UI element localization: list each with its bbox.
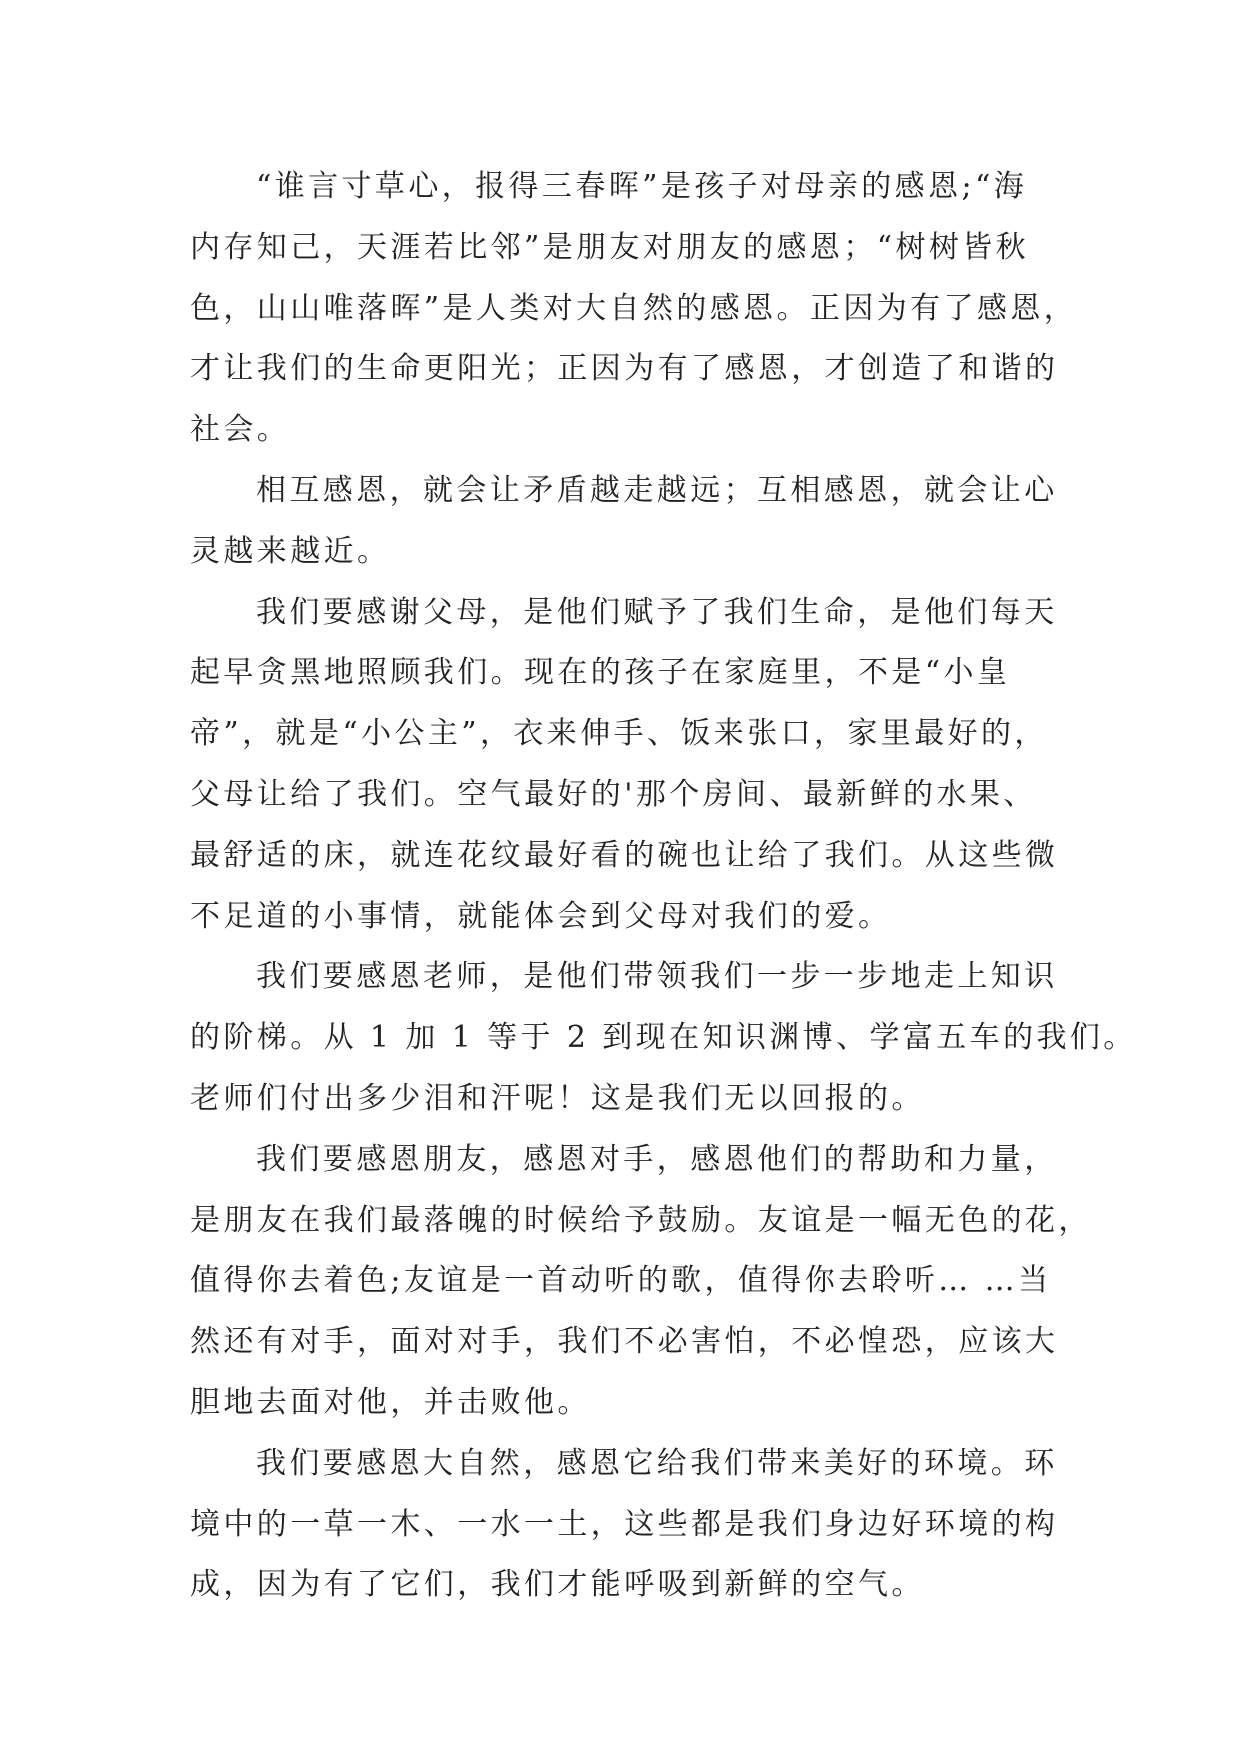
text-line: 我们要感恩朋友，感恩对手，感恩他们的帮助和力量， <box>256 1141 1058 1177</box>
text-line: 相互感恩，就会让矛盾越走越远；互相感恩，就会让心 <box>256 472 1058 508</box>
text-line: 灵越来越近。 <box>190 533 391 569</box>
document-body <box>190 157 1137 1616</box>
text-line: 色，山山唯落晖”是人类对大自然的感恩。正因为有了感恩， <box>190 290 1078 326</box>
text-line: 社会。 <box>190 412 291 448</box>
paragraph <box>190 157 1078 461</box>
text-line: 帝”，就是“小公主”，衣来伸手、饭来张口，家里最好的， <box>190 716 1048 752</box>
text-line: 不足道的小事情，就能体会到父母对我们的爱。 <box>190 898 892 934</box>
paragraph <box>190 1434 1059 1616</box>
text-line: 父母让给了我们。空气最好的'那个房间、最新鲜的水果、 <box>190 776 1037 812</box>
text-line: 境中的一草一木、一水一土，这些都是我们身边好环境的构 <box>190 1506 1059 1542</box>
text-line: 最舒适的床，就连花纹最好看的碗也让给了我们。从这些微 <box>190 837 1059 873</box>
paragraph <box>190 947 1137 1129</box>
text-line: “谁言寸草心，报得三春晖”是孩子对母亲的感恩;“海 <box>256 169 1028 204</box>
text-line: 才让我们的生命更阳光；正因为有了感恩，才创造了和谐的 <box>190 351 1059 387</box>
text-line: 成，因为有了它们，我们才能呼吸到新鲜的空气。 <box>190 1567 925 1603</box>
text-line: 的阶梯。从 1 加 1 等于 2 到现在知识渊博、学富五车的我们。 <box>190 1020 1137 1056</box>
text-line: 值得你去着色;友谊是一首动听的歌，值得你去聆听… …当 <box>190 1263 1052 1299</box>
paragraph <box>190 1130 1092 1434</box>
text-line: 我们要感恩老师，是他们带领我们一步一步地走上知识 <box>256 959 1058 995</box>
paragraph <box>190 583 1059 948</box>
text-line: 我们要感谢父母，是他们赋予了我们生命，是他们每天 <box>256 594 1058 630</box>
text-line: 然还有对手，面对对手，我们不必害怕，不必惶恐，应该大 <box>190 1324 1059 1360</box>
text-line: 我们要感恩大自然，感恩它给我们带来美好的环境。环 <box>256 1445 1058 1481</box>
text-line: 老师们付出多少泪和汗呢！这是我们无以回报的。 <box>190 1080 925 1116</box>
text-line: 起早贪黑地照顾我们。现在的孩子在家庭里，不是“小皇 <box>190 655 1011 691</box>
text-line: 内存知己，天涯若比邻”是朋友对朋友的感恩；“树树皆秋 <box>190 229 1030 265</box>
text-line: 胆地去面对他，并击败他。 <box>190 1384 591 1420</box>
text-line: 是朋友在我们最落魄的时候给予鼓励。友谊是一幅无色的花， <box>190 1202 1092 1238</box>
paragraph <box>190 461 1058 583</box>
